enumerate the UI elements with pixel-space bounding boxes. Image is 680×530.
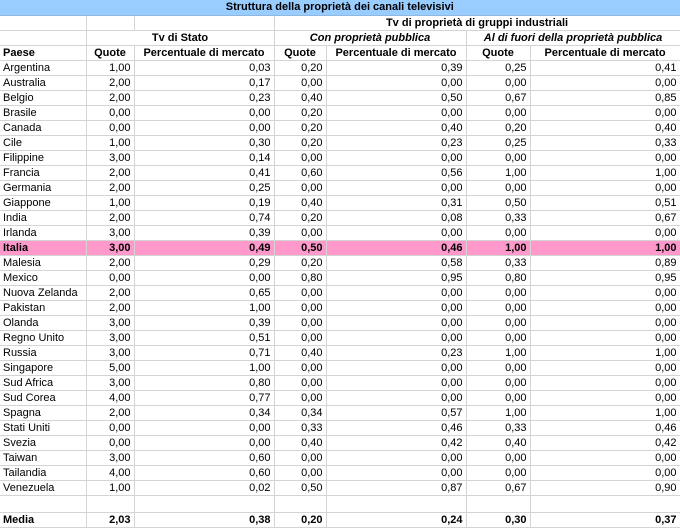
cell-paese[interactable]: Singapore [0,361,86,376]
table-row [0,346,680,361]
cell-paese[interactable]: Giappone [0,196,86,211]
cell-value[interactable]: 0,00 [326,301,466,316]
cell-value[interactable]: 0,67 [466,91,530,106]
cell-value[interactable]: 0,20 [274,256,326,271]
cell-value[interactable]: 0,25 [466,61,530,76]
cell-value[interactable]: 0,30 [134,136,274,151]
cell-value[interactable]: 0,51 [530,196,680,211]
cell-value[interactable]: 0,33 [466,211,530,226]
table-row [0,151,680,166]
table-row [0,406,680,421]
cell-value[interactable]: 0,39 [326,61,466,76]
cell-value[interactable]: 0,50 [274,241,326,256]
cell-value[interactable]: 0,77 [134,391,274,406]
cell-value[interactable]: 2,00 [86,256,134,271]
cell-value[interactable]: 0,00 [274,391,326,406]
cell-value[interactable]: 0,00 [274,316,326,331]
title-row [0,0,680,16]
table-row [0,331,680,346]
header-row-columns [0,46,680,61]
cell-value[interactable]: 0,39 [134,226,274,241]
cell-value[interactable]: 0,46 [326,241,466,256]
table-row [0,451,680,466]
cell-value[interactable]: 0,42 [530,436,680,451]
cell-value[interactable]: 0,00 [530,451,680,466]
cell-value[interactable]: 0,40 [274,196,326,211]
cell-value[interactable]: 0,00 [326,106,466,121]
media-row [0,513,680,528]
cell-value[interactable]: 1,00 [86,136,134,151]
cell-paese[interactable]: Irlanda [0,226,86,241]
cell-value[interactable]: 0,00 [466,451,530,466]
cell-value[interactable]: 2,00 [86,286,134,301]
cell-value[interactable]: 3,00 [86,451,134,466]
cell-media-value[interactable]: 0,20 [274,513,326,528]
table-row [0,481,680,496]
cell-value[interactable]: 0,80 [274,271,326,286]
table-row [0,226,680,241]
cell-value[interactable]: 0,33 [466,256,530,271]
cell-value[interactable]: 0,00 [274,331,326,346]
cell-value[interactable]: 0,00 [274,76,326,91]
cell-value[interactable]: 1,00 [86,196,134,211]
cell-value[interactable]: 0,65 [134,286,274,301]
cell-value[interactable]: 1,00 [530,346,680,361]
table-row [0,166,680,181]
cell-value[interactable]: 0,20 [274,61,326,76]
cell-value[interactable]: 0,03 [134,61,274,76]
cell-value[interactable]: 0,00 [326,361,466,376]
cell-value[interactable]: 0,25 [134,181,274,196]
table-row [0,196,680,211]
cell-value[interactable]: 0,00 [134,271,274,286]
cell-value[interactable]: 0,00 [86,106,134,121]
cell-value[interactable]: 0,33 [466,421,530,436]
cell-value[interactable]: 0,00 [274,286,326,301]
cell-value[interactable]: 0,80 [466,271,530,286]
cell-value[interactable]: 0,00 [134,106,274,121]
cell-paese[interactable]: Sud Corea [0,391,86,406]
cell-value[interactable]: 0,00 [326,286,466,301]
cell-value[interactable]: 0,89 [530,256,680,271]
cell-value[interactable]: 0,71 [134,346,274,361]
cell-value[interactable]: 0,50 [274,481,326,496]
cell-value[interactable]: 2,00 [86,211,134,226]
cell-value[interactable]: 0,25 [466,136,530,151]
table-row [0,271,680,286]
cell-paese[interactable]: Venezuela [0,481,86,496]
cell-paese[interactable]: India [0,211,86,226]
cell-value[interactable]: 2,00 [86,406,134,421]
cell-paese[interactable]: Italia [0,241,86,256]
header-row-category [0,31,680,46]
cell-value[interactable]: 0,00 [86,421,134,436]
cell-paese[interactable]: Regno Unito [0,331,86,346]
cell-paese[interactable]: Malesia [0,256,86,271]
cell-value[interactable]: 0,23 [326,136,466,151]
cell-value[interactable]: 3,00 [86,376,134,391]
spacer-row [0,496,680,513]
cell-value[interactable]: 0,41 [530,61,680,76]
header-con-pubblica[interactable]: Con proprietà pubblica [274,31,466,46]
cell-value[interactable]: 3,00 [86,241,134,256]
table-row [0,121,680,136]
cell-value[interactable]: 0,49 [134,241,274,256]
cell-value[interactable]: 0,00 [274,466,326,481]
cell-value[interactable]: 0,00 [274,451,326,466]
cell-value[interactable]: 0,00 [134,121,274,136]
cell-value[interactable]: 0,00 [466,466,530,481]
cell-value[interactable]: 3,00 [86,226,134,241]
cell-value[interactable]: 0,00 [530,106,680,121]
cell-value[interactable]: 0,00 [274,361,326,376]
cell-value[interactable]: 0,00 [466,151,530,166]
table-row [0,241,680,256]
table-row [0,106,680,121]
table-row [0,136,680,151]
cell-value[interactable]: 1,00 [466,346,530,361]
header-group-industrial[interactable]: Tv di proprietà di gruppi industriali [274,16,680,31]
cell-value[interactable]: 0,40 [530,121,680,136]
cell-value[interactable]: 0,00 [530,286,680,301]
table-row [0,436,680,451]
cell-value[interactable]: 0,00 [466,376,530,391]
header-paese[interactable]: Paese [0,46,86,61]
cell-paese[interactable]: Brasile [0,106,86,121]
cell-paese[interactable]: Argentina [0,61,86,76]
cell-value[interactable]: 0,40 [274,346,326,361]
cell-value[interactable]: 0,00 [86,271,134,286]
cell-value[interactable]: 0,60 [134,451,274,466]
cell-paese[interactable]: Cile [0,136,86,151]
cell-value[interactable]: 0,42 [326,436,466,451]
cell-paese[interactable]: Francia [0,166,86,181]
table-row [0,76,680,91]
cell-value[interactable]: 3,00 [86,331,134,346]
cell-value[interactable]: 0,00 [530,151,680,166]
cell-value[interactable]: 0,02 [134,481,274,496]
cell-value[interactable]: 0,00 [530,301,680,316]
cell-value[interactable]: 0,90 [530,481,680,496]
cell-value[interactable]: 3,00 [86,346,134,361]
cell-value[interactable]: 0,95 [530,271,680,286]
cell-value[interactable]: 0,00 [530,391,680,406]
cell-value[interactable]: 0,17 [134,76,274,91]
header-fuori-pubblica[interactable]: Al di fuori della proprietà pubblica [466,31,680,46]
cell-value[interactable]: 0,00 [466,76,530,91]
cell-value[interactable]: 0,74 [134,211,274,226]
cell-value[interactable]: 4,00 [86,391,134,406]
table-row [0,376,680,391]
cell-value[interactable]: 0,00 [466,226,530,241]
cell-value[interactable]: 3,00 [86,316,134,331]
cell-media-value[interactable]: 0,24 [326,513,466,528]
cell-value[interactable]: 0,41 [134,166,274,181]
cell-value[interactable]: 0,00 [326,391,466,406]
cell-value[interactable]: 0,67 [530,211,680,226]
cell-media-value[interactable]: 0,37 [530,513,680,528]
cell-paese[interactable]: Olanda [0,316,86,331]
table-row [0,91,680,106]
cell-value[interactable]: 0,00 [466,391,530,406]
cell-paese[interactable]: Belgio [0,91,86,106]
cell-paese[interactable]: Svezia [0,436,86,451]
table-row [0,391,680,406]
cell-value[interactable]: 0,51 [134,331,274,346]
cell-value[interactable]: 2,00 [86,301,134,316]
cell-value[interactable]: 0,00 [466,181,530,196]
header-quote[interactable]: Quote [274,46,326,61]
cell-value[interactable]: 0,00 [274,226,326,241]
cell-value[interactable]: 1,00 [466,241,530,256]
cell-value[interactable]: 0,00 [530,226,680,241]
cell-value[interactable]: 0,00 [274,181,326,196]
table-row [0,301,680,316]
cell-value[interactable]: 1,00 [466,166,530,181]
cell-value[interactable]: 0,00 [466,361,530,376]
cell-value[interactable]: 0,00 [530,331,680,346]
cell-value[interactable]: 0,46 [530,421,680,436]
cell-value[interactable]: 0,00 [326,226,466,241]
cell-value[interactable]: 2,00 [86,181,134,196]
cell-value[interactable]: 0,85 [530,91,680,106]
header-quote[interactable]: Quote [466,46,530,61]
cell-paese[interactable]: Tailandia [0,466,86,481]
table-row [0,211,680,226]
cell-value[interactable]: 0,56 [326,166,466,181]
cell-value[interactable]: 0,00 [530,466,680,481]
cell-value[interactable]: 1,00 [134,361,274,376]
cell-value[interactable]: 0,00 [86,121,134,136]
cell-value[interactable]: 0,00 [466,316,530,331]
cell-value[interactable]: 0,19 [134,196,274,211]
cell-value[interactable]: 0,34 [274,406,326,421]
cell-value[interactable]: 0,00 [466,301,530,316]
cell-value[interactable]: 0,00 [274,301,326,316]
header-row-group [0,16,680,31]
cell-value[interactable]: 2,00 [86,76,134,91]
cell-value[interactable]: 2,00 [86,91,134,106]
cell-value[interactable]: 0,67 [466,481,530,496]
cell-value[interactable]: 0,33 [530,136,680,151]
cell-media-value[interactable]: 0,38 [134,513,274,528]
cell-value[interactable]: 0,23 [134,91,274,106]
cell-value[interactable]: 0,20 [466,121,530,136]
cell-value[interactable]: 3,00 [86,151,134,166]
cell-value[interactable]: 0,00 [466,106,530,121]
cell-value[interactable]: 0,00 [326,316,466,331]
cell-value[interactable]: 1,00 [530,166,680,181]
cell-value[interactable]: 0,00 [326,466,466,481]
cell-value[interactable]: 1,00 [86,481,134,496]
table-row [0,361,680,376]
cell-paese[interactable]: Pakistan [0,301,86,316]
cell-value[interactable]: 0,00 [274,151,326,166]
table-row [0,466,680,481]
cell-paese[interactable]: Filippine [0,151,86,166]
cell-paese[interactable]: Stati Uniti [0,421,86,436]
cell-value[interactable]: 5,00 [86,361,134,376]
cell-value[interactable]: 0,00 [326,331,466,346]
cell-value[interactable]: 1,00 [530,406,680,421]
cell-value[interactable]: 0,31 [326,196,466,211]
header-percentuale[interactable]: Percentuale di mercato [530,46,680,61]
cell-value[interactable]: 0,08 [326,211,466,226]
cell-value[interactable]: 0,60 [134,466,274,481]
table-row [0,286,680,301]
cell-value[interactable]: 0,00 [326,376,466,391]
cell-media-value[interactable]: 0,30 [466,513,530,528]
cell-media-value[interactable]: 2,03 [86,513,134,528]
cell-paese[interactable]: Germania [0,181,86,196]
cell-value[interactable]: 0,20 [274,211,326,226]
cell-paese[interactable]: Sud Africa [0,376,86,391]
cell-value[interactable]: 0,40 [466,436,530,451]
table-row [0,181,680,196]
header-tv-stato[interactable]: Tv di Stato [86,31,274,46]
cell-value[interactable]: 0,00 [134,436,274,451]
cell-paese[interactable]: Spagna [0,406,86,421]
cell-value[interactable]: 0,00 [530,76,680,91]
cell-value[interactable]: 0,00 [466,286,530,301]
cell-value[interactable]: 0,00 [326,151,466,166]
cell-value[interactable]: 0,20 [274,136,326,151]
header-percentuale[interactable]: Percentuale di mercato [134,46,274,61]
cell-value[interactable]: 0,87 [326,481,466,496]
cell-value[interactable]: 0,58 [326,256,466,271]
table-row [0,256,680,271]
cell-value[interactable]: 0,80 [134,376,274,391]
cell-value[interactable]: 0,40 [274,91,326,106]
cell-value[interactable]: 0,46 [326,421,466,436]
cell-value[interactable]: 0,95 [326,271,466,286]
cell-paese[interactable]: Nuova Zelanda [0,286,86,301]
cell-value[interactable]: 0,00 [466,331,530,346]
cell-value[interactable]: 0,29 [134,256,274,271]
cell-value[interactable]: 0,00 [530,316,680,331]
cell-value[interactable]: 0,00 [326,451,466,466]
cell-value[interactable]: 0,23 [326,346,466,361]
cell-paese[interactable]: Russia [0,346,86,361]
cell-value[interactable]: 0,00 [530,376,680,391]
cell-value[interactable]: 0,00 [530,361,680,376]
table-row [0,421,680,436]
cell-value[interactable]: 0,00 [86,436,134,451]
cell-value[interactable]: 0,00 [274,376,326,391]
cell-value[interactable]: 1,00 [134,301,274,316]
cell-value[interactable]: 0,50 [466,196,530,211]
cell-value[interactable]: 0,39 [134,316,274,331]
cell-value[interactable]: 0,60 [274,166,326,181]
cell-value[interactable]: 0,40 [326,121,466,136]
cell-value[interactable]: 0,33 [274,421,326,436]
cell-paese[interactable]: Australia [0,76,86,91]
cell-value[interactable]: 0,00 [134,421,274,436]
cell-media-label[interactable]: Media [0,513,86,528]
cell-value[interactable]: 0,00 [326,181,466,196]
cell-value[interactable]: 0,20 [274,121,326,136]
header-quote[interactable]: Quote [86,46,134,61]
cell-value[interactable]: 0,00 [326,76,466,91]
table-row [0,61,680,76]
header-percentuale[interactable]: Percentuale di mercato [326,46,466,61]
table-row [0,316,680,331]
table-title[interactable]: Struttura della proprietà dei canali televisivi [0,0,680,16]
cell-value[interactable]: 1,00 [86,61,134,76]
cell-value[interactable]: 1,00 [466,406,530,421]
cell-paese[interactable]: Mexico [0,271,86,286]
cell-paese[interactable]: Taiwan [0,451,86,466]
cell-value[interactable]: 0,20 [274,106,326,121]
cell-value[interactable]: 2,00 [86,166,134,181]
cell-value[interactable]: 1,00 [530,241,680,256]
cell-value[interactable]: 0,14 [134,151,274,166]
cell-paese[interactable]: Canada [0,121,86,136]
cell-value[interactable]: 4,00 [86,466,134,481]
cell-value[interactable]: 0,34 [134,406,274,421]
cell-value[interactable]: 0,00 [530,181,680,196]
cell-value[interactable]: 0,40 [274,436,326,451]
cell-value[interactable]: 0,50 [326,91,466,106]
cell-value[interactable]: 0,57 [326,406,466,421]
